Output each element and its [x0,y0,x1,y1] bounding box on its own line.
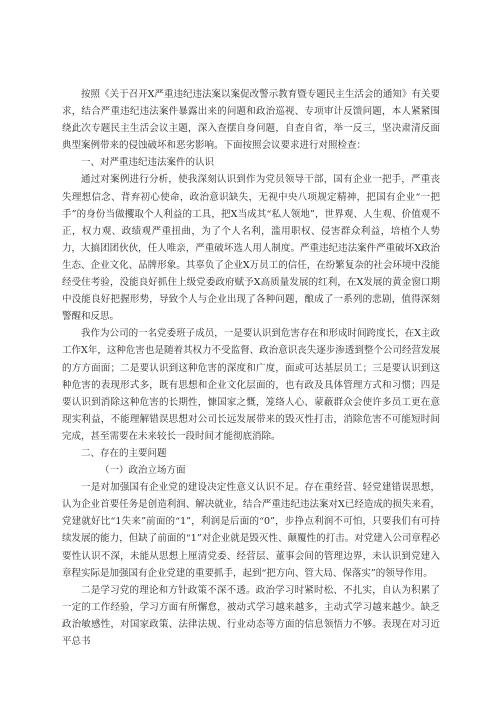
case-analysis-paragraph: 通过对案例进行分析，使我深刻认识到作为党员领导干部，国有企业一把手，严重丧失理想信念、背弃初心使命，政治意识缺失，无视中央八项规定精神，把国有企业“一把手”的身份当做攫取个人利益的工具，把X当成其“私人领地”，世界观、人生观、价值观不正，权力观、政绩观严重扭曲，为了个人名利，滥用职权、侵害群众利益，培植个人势力，大搞团团伙伙，任人唯亲，严重破坏选人用人制度。严重违纪违法案件严重破坏X政治生态、企业文化、品牌形象。其辜负了企业X万员工的信任，在纷繁复杂的社会环境中没能经受住考验，没能良好抓住上级党委政府赋予X高质量发展的红利，在X发展的黄金窗口期中没能良好把握形势，导致个人与企业出现了各种问题，酿成了一系列的悲剧，值得深刻警醒和反思。 [62,174,440,323]
section-heading-understanding: 一、对严重违纪违法案件的认识 [81,157,215,169]
party-building-paragraph: 一是对加强国有企业党的建设决定性意义认识不足。存在重经营、轻党建错误思想，认为企业首要任务是创造利润、解决就业，结合严重违纪违法案对X已经造成的损失来看，党建就好比“1失来”前面的“1”，利润是后面的“0”，步挣点利润不可怕，只要我们有可持续发展的能力，但缺了前面的“1”对企业就是毁灭性、颠覆性的打击。对党建入公司章程必要性认识不深，未能从思想上厘清党委、经营层、董事会间的管理边界，未认识到党建入章程实际是加强国有企业党建的重要抓手，起到“把方向、管大局、保落实”的领导作用。 [62,482,440,579]
subsection-heading-political-stance: （一）政治立场方面 [100,465,186,477]
section-heading-problems: 二、存在的主要问题 [81,447,167,459]
theory-study-paragraph: 二是学习党的理论和方针政策不深不透。政治学习时紧时松、不扎实，自认为积累了一定的工作经验，学习方面有所懈怠，被动式学习越来越多，主动式学习越来越少。缺乏政治敏感性，对国家政策、法律法规、行业动态等方面的信息领悟力不够。表现在对习近平总书 [62,584,440,647]
harm-recognition-paragraph: 我作为公司的一名党委班子成员，一是要认识到危害存在和形成时间跨度长，在X主政工作X年，这种危害也是随着其权力不受监督、政治意识丧失逐步渗透到整个公司经营发展的方方面面；二是要认识到这种危害的深度和广度，面或可达基层员工；三是要认识到这种危害的表现形式多，既有思想和企业文化层面的，也有政及具体管理方式和习惯；四是要认识到消除这种危害的长期性，慷国家之慨，笼络人心、蒙蔽群众会使许多员工更在意现实利益，不能理解错误思想对公司长远发展带来的毁灭性打击，消除危害不可能短时间完成，甚至需要在未来较长一段时间才能彻底消除。 [62,328,440,442]
intro-paragraph: 按照《关于召开X严重违纪违法案以案促改警示教育暨专题民主生活会的通知》有关要求，结合严重违纪违法案件暴露出来的问题和政治巡视、专项审计反馈问题，本人紧紧围绕此次专题民主生活会议主题，深入查摆自身问题，自查自省，举一反三，坚决肃清反面典型案例带来的侵蚀破坏和恶劣影响。下面按照会议要求进行对照检查： [62,89,440,152]
